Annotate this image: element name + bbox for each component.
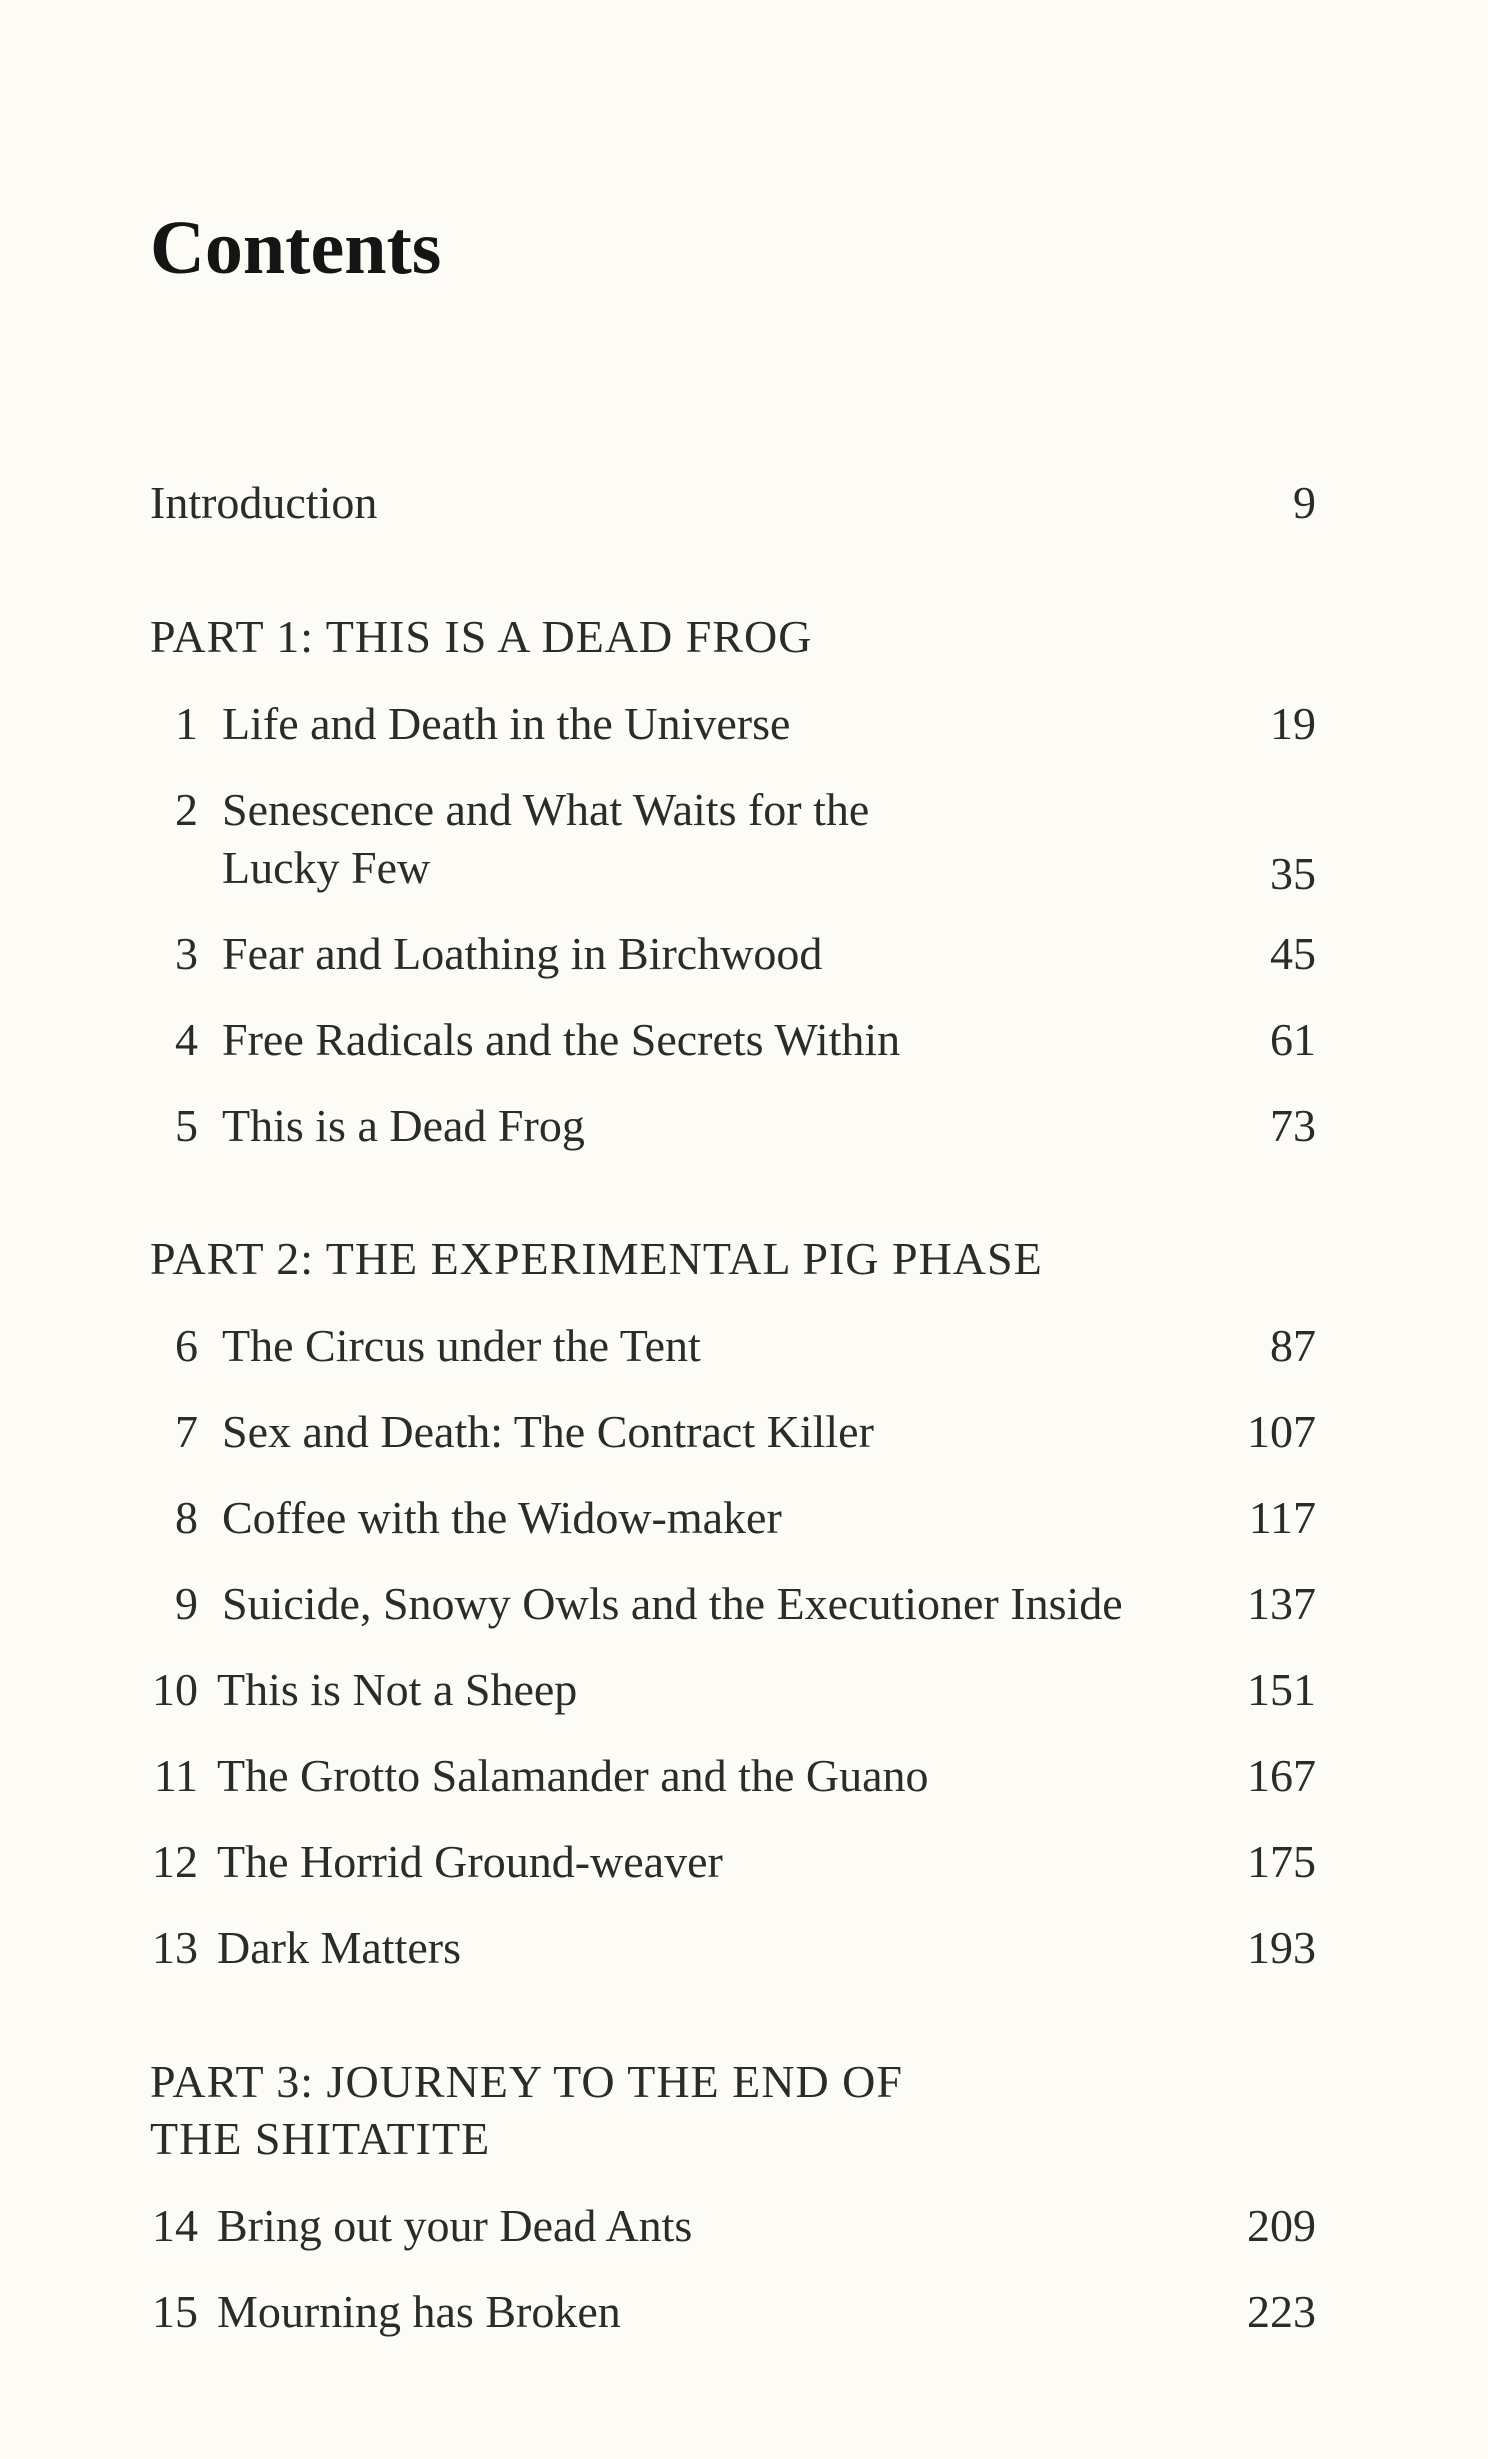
- page-number: 9: [1293, 477, 1316, 528]
- chapter-number: 7: [175, 1406, 198, 1457]
- chapter-title: Suicide, Snowy Owls and the Executioner Inside: [222, 1578, 1123, 1629]
- chapter-number: 9: [175, 1578, 198, 1629]
- page-number: 107: [1247, 1406, 1316, 1457]
- page-number: 73: [1270, 1100, 1316, 1151]
- page-number: 19: [1270, 698, 1316, 749]
- chapter-title: Senescence and What Waits for the: [222, 784, 870, 835]
- chapter-title: Mourning has Broken: [217, 2286, 621, 2337]
- chapter-number: 3: [175, 928, 198, 979]
- chapter-number: 6: [175, 1320, 198, 1371]
- chapter-number: 13: [152, 1922, 198, 1973]
- chapter-title: Bring out your Dead Ants: [217, 2200, 693, 2251]
- page-number: 61: [1270, 1014, 1316, 1065]
- chapter-number: 5: [175, 1100, 198, 1151]
- chapter-title: This is a Dead Frog: [222, 1100, 585, 1151]
- chapter-number: 4: [175, 1014, 198, 1065]
- page-number: 193: [1247, 1922, 1316, 1973]
- page-title: Contents: [150, 206, 442, 290]
- chapter-number: 1: [175, 698, 198, 749]
- chapter-number: 12: [152, 1836, 198, 1887]
- chapter-title: Free Radicals and the Secrets Within: [222, 1014, 901, 1065]
- page-number: 137: [1247, 1578, 1316, 1629]
- chapter-number: 11: [153, 1750, 198, 1801]
- chapter-title: Dark Matters: [217, 1922, 461, 1973]
- chapter-title: Sex and Death: The Contract Killer: [222, 1406, 874, 1457]
- page-number: 175: [1247, 1836, 1316, 1887]
- chapter-number: 15: [152, 2286, 198, 2337]
- page-number: 167: [1247, 1750, 1316, 1801]
- page-number: 117: [1248, 1492, 1316, 1543]
- page-number: 151: [1247, 1664, 1316, 1715]
- chapter-title: Fear and Loathing in Birchwood: [222, 928, 823, 979]
- entry-title: Introduction: [150, 477, 378, 528]
- chapter-title: The Circus under the Tent: [222, 1320, 701, 1371]
- contents-page: Contents Introduction 9 PART 1: THIS IS A DEAD FROG 1 Life and Death in the Universe 19 2 Senescence and What Waits for the Lucky Few 35 3 Fear and Loathing in Birchwood 45 4 Free Radicals and the Secrets Within 61 5 This is a Dead Frog 73 PART 2: THE EXPERIMENTAL PIG PHASE 6 The Circus under the Tent 87 7 Sex and Death: The Contract Killer 107 8 Coffee with the Widow-maker 117 9 Suicide, Snowy Owls and the Executioner Inside 137 10 This is Not a Sheep 151 11 The Grotto Salamander and the Guano 167 12 The Horrid Ground-weaver 175 13 Dark Matters 193 PART 3: JOURNEY TO THE END OF THE SHITATITE 14 Bring out your Dead Ants 209 15 Mourning has Broken 223: [0, 0, 1488, 2459]
- chapter-title: Coffee with the Widow-maker: [222, 1492, 782, 1543]
- chapter-title: The Grotto Salamander and the Guano: [217, 1750, 929, 1801]
- page-number: 35: [1270, 848, 1316, 899]
- chapter-title-continued: Lucky Few: [222, 842, 431, 893]
- chapter-number: 10: [152, 1664, 198, 1715]
- chapter-title: Life and Death in the Universe: [222, 698, 791, 749]
- page-number: 223: [1247, 2286, 1316, 2337]
- chapter-number: 8: [175, 1492, 198, 1543]
- chapter-number: 2: [175, 784, 198, 835]
- chapter-title: This is Not a Sheep: [217, 1664, 578, 1715]
- chapter-title: The Horrid Ground-weaver: [217, 1836, 723, 1887]
- page-number: 209: [1247, 2200, 1316, 2251]
- chapter-number: 14: [152, 2200, 198, 2251]
- page-number: 87: [1270, 1320, 1316, 1371]
- page-number: 45: [1270, 928, 1316, 979]
